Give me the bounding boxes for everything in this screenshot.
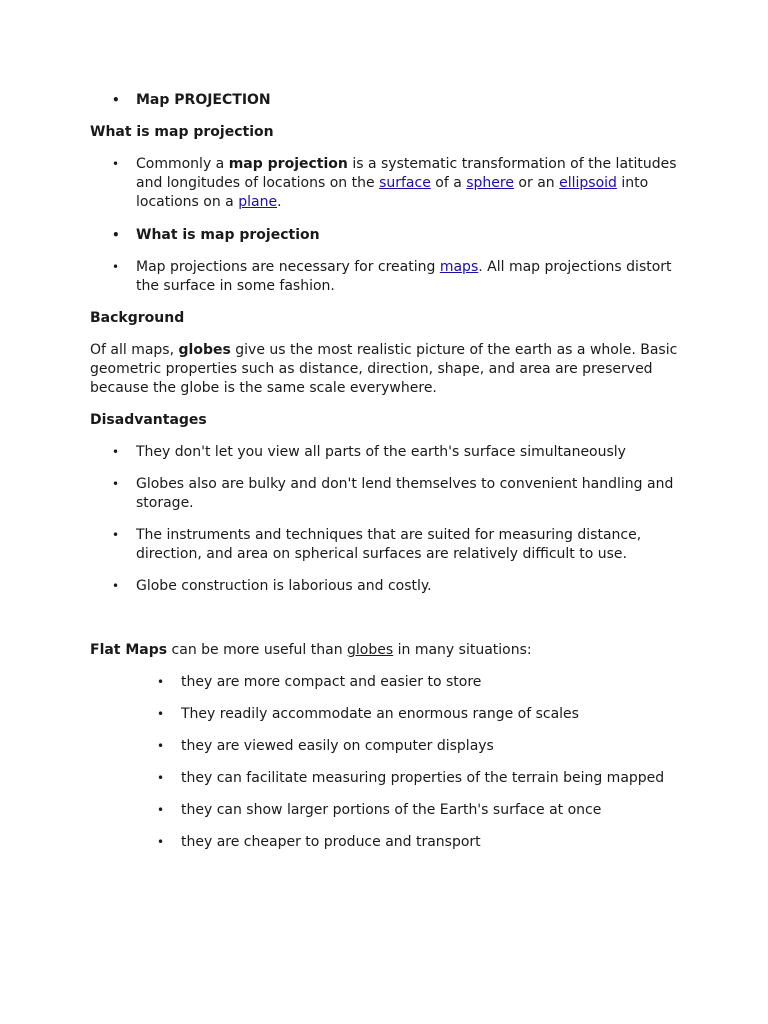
plane-link[interactable]: plane — [238, 194, 278, 210]
list-item: • The instruments and techniques that are suited for measuring distance, direction, and area on spherical surfaces are relatively difficult to use. — [136, 526, 681, 564]
list-item: • they are more compact and easier to store — [181, 673, 701, 692]
def-bold-term: map projection — [228, 156, 348, 172]
bullet-heading-list — [136, 226, 681, 245]
bullet-heading: • What is map projection — [136, 226, 681, 245]
title-list — [136, 91, 681, 110]
def-text-2: is a systematic transformation of the latitudes and longitudes of locations on the — [136, 156, 677, 191]
sphere-link[interactable]: sphere — [466, 175, 514, 191]
def-text-5: into locations on a — [136, 175, 649, 210]
background-paragraph — [90, 341, 680, 398]
ellipsoid-link[interactable]: ellipsoid — [559, 175, 617, 191]
globes-link[interactable]: globes — [347, 642, 394, 658]
background-bold: globes — [178, 342, 231, 358]
advantages-list — [181, 673, 701, 852]
list-item: • They don't let you view all parts of the earth's surface simultaneously — [136, 443, 681, 462]
heading-background: Background — [90, 310, 185, 326]
list-item: • they can show larger portions of the Earth's surface at once — [181, 801, 701, 820]
flat-text-2: in many situations: — [393, 642, 532, 658]
list-item: • they are viewed easily on computer displays — [181, 737, 701, 756]
necessity-list — [136, 258, 681, 296]
title-bullet: • Map PROJECTION — [136, 91, 681, 110]
list-item: • Globe construction is laborious and costly. — [136, 577, 681, 596]
def-text-3: of a — [430, 175, 467, 191]
def-text-1: Commonly a — [136, 156, 229, 172]
definition-list — [136, 155, 681, 212]
def-text-6: . — [277, 194, 282, 210]
surface-link[interactable]: surface — [379, 175, 431, 191]
disadvantages-list — [136, 443, 681, 596]
necessity-text-1: Map projections are necessary for creating — [136, 259, 440, 275]
list-item: • They readily accommodate an enormous range of scales — [181, 705, 701, 724]
maps-link[interactable]: maps — [439, 259, 479, 275]
def-text-4: or an — [513, 175, 560, 191]
list-item: • Globes also are bulky and don't lend themselves to convenient handling and storage. — [136, 475, 681, 513]
heading-disadvantages: Disadvantages — [90, 412, 207, 428]
list-item: • they are cheaper to produce and transport — [181, 833, 701, 852]
flat-maps-bold: Flat Maps — [90, 642, 168, 658]
background-text-1: Of all maps, — [90, 342, 179, 358]
necessity-item — [136, 258, 681, 296]
necessity-text-2: . All map projections distort the surface in some fashion. — [136, 259, 672, 294]
heading-what-is-map-projection: What is map projection — [90, 124, 274, 140]
definition-item — [136, 155, 681, 212]
flat-maps-paragraph — [90, 641, 680, 660]
list-item: • they can facilitate measuring properties of the terrain being mapped — [181, 769, 701, 788]
background-text-2: give us the most realistic picture of the earth as a whole. Basic geometric properties such as distance, direction, shape, and area are preserved because the globe is the same scale everywhere. — [90, 342, 678, 396]
flat-text-1: can be more useful than — [167, 642, 348, 658]
